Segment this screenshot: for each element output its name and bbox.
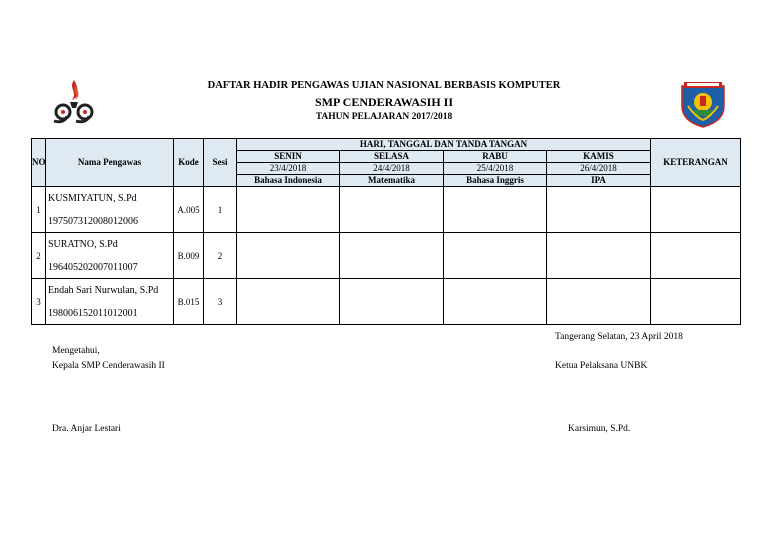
regional-crest-icon <box>678 80 728 128</box>
supervisor-nip: 197507312008012006 <box>48 215 138 227</box>
table-row <box>32 187 741 233</box>
date-header: 24/4/2018 <box>340 163 444 175</box>
row-number: 3 <box>32 279 46 325</box>
row-number: 2 <box>32 233 46 279</box>
col-no-header: NO <box>32 139 46 187</box>
subject-header: IPA <box>547 175 651 187</box>
supervisor-code: B.015 <box>174 279 204 325</box>
acknowledged-label: Mengetahui, <box>52 346 100 356</box>
school-name: SMP CENDERAWASIH II <box>314 95 454 109</box>
supervisor-code: B.009 <box>174 233 204 279</box>
academic-year: TAHUN PELAJARAN 2017/2018 <box>315 112 453 122</box>
supervisor-nip: 198006152011012001 <box>48 307 138 319</box>
day-header: SENIN <box>237 151 340 163</box>
session-number: 3 <box>204 279 237 325</box>
supervisor-name: KUSMIYATUN, S.Pd <box>48 192 137 204</box>
col-note-header: KETERANGAN <box>651 139 741 187</box>
note-cell <box>651 187 741 233</box>
date-header: 26/4/2018 <box>547 163 651 175</box>
supervisor-cell <box>46 233 174 279</box>
signature-cell <box>340 187 444 233</box>
note-cell <box>651 233 741 279</box>
supervisor-code: A.005 <box>174 187 204 233</box>
date-header: 23/4/2018 <box>237 163 340 175</box>
signature-cell <box>444 233 547 279</box>
table-row <box>32 279 741 325</box>
attendance-table <box>31 138 741 325</box>
note-cell <box>651 279 741 325</box>
supervisor-cell <box>46 279 174 325</box>
day-header: KAMIS <box>547 151 651 163</box>
signature-cell <box>444 279 547 325</box>
supervisor-cell <box>46 187 174 233</box>
day-header: SELASA <box>340 151 444 163</box>
subject-header: Matematika <box>340 175 444 187</box>
col-name-header: Nama Pengawas <box>46 139 174 187</box>
supervisor-name: SURATNO, S.Pd <box>48 238 118 250</box>
supervisor-nip: 196405202007011007 <box>48 261 138 273</box>
signature-cell <box>340 279 444 325</box>
session-number: 2 <box>204 233 237 279</box>
document-title: DAFTAR HADIR PENGAWAS UJIAN NASIONAL BERBASIS KOMPUTER <box>207 80 561 91</box>
signature-cell <box>547 233 651 279</box>
table-row <box>32 233 741 279</box>
session-number: 1 <box>204 187 237 233</box>
day-header: RABU <box>444 151 547 163</box>
col-group-header: HARI, TANGGAL DAN TANDA TANGAN <box>237 139 651 151</box>
subject-header: Bahasa Indonesia <box>237 175 340 187</box>
right-signatory-name: Karsimun, S.Pd. <box>568 424 631 434</box>
signature-cell <box>237 233 340 279</box>
signature-cell <box>237 279 340 325</box>
signature-cell <box>547 187 651 233</box>
left-signatory-name: Dra. Anjar Lestari <box>52 424 121 434</box>
supervisor-name: Endah Sari Nurwulan, S.Pd <box>48 284 159 296</box>
subject-header: Bahasa Inggris <box>444 175 547 187</box>
signature-cell <box>340 233 444 279</box>
col-code-header: Kode <box>174 139 204 187</box>
signature-cell <box>444 187 547 233</box>
date-header: 25/4/2018 <box>444 163 547 175</box>
right-signatory-role: Ketua Pelaksana UNBK <box>555 361 648 371</box>
left-signatory-role: Kepala SMP Cenderawasih II <box>52 361 165 371</box>
signature-cell <box>237 187 340 233</box>
signature-cell <box>547 279 651 325</box>
col-session-header: Sesi <box>204 139 237 187</box>
place-date: Tangerang Selatan, 23 April 2018 <box>555 332 683 342</box>
row-number: 1 <box>32 187 46 233</box>
